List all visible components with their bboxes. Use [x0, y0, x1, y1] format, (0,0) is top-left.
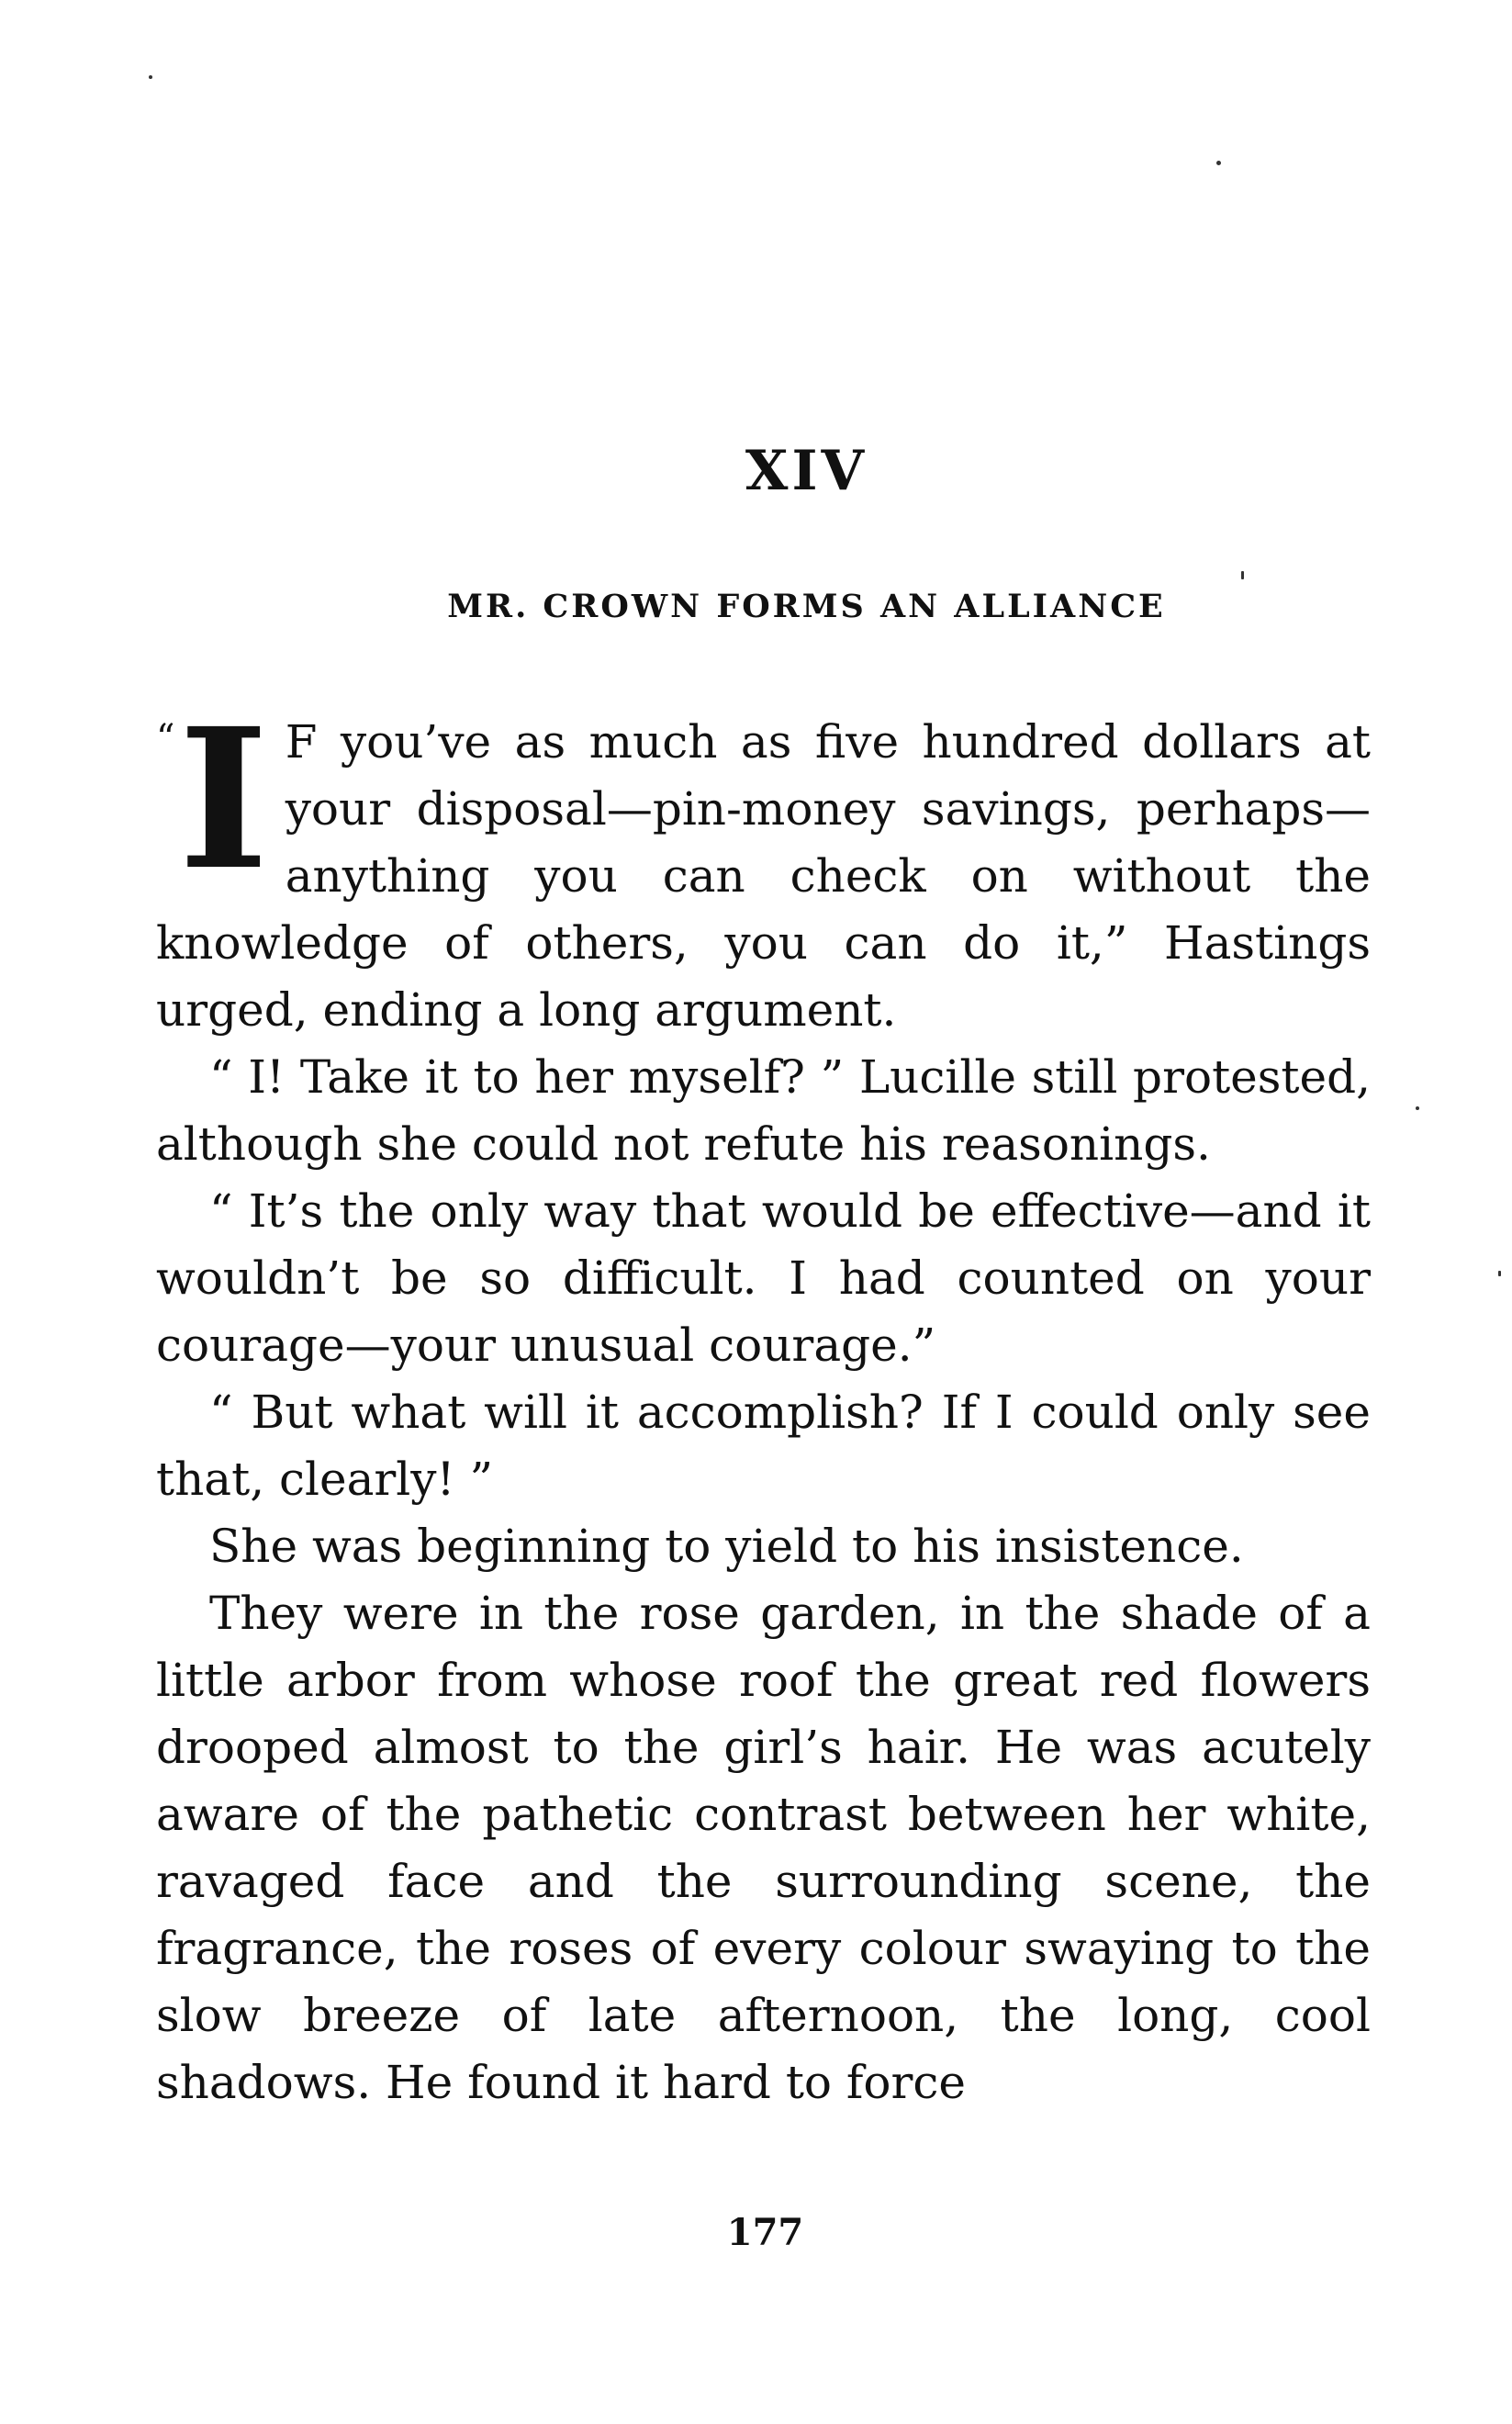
- page-number: 177: [726, 2211, 804, 2254]
- paragraph-1: [156, 686, 1371, 1044]
- scan-speck: [1216, 161, 1221, 165]
- paragraph-6: They were in the rose garden, in the shade of a little arbor from whose roof the great red flowers drooped almost to the girl’s hair. He was acutely aware of the pathetic contrast between her white, ravaged face and the surrounding scene, the fragrance, the roses of every colour swaying to the slow breeze of late afternoon, the long, cool shadows. He found it hard to force: [156, 1587, 1371, 2109]
- scan-speck: [1498, 1271, 1501, 1276]
- paragraph-5: She was beginning to yield to his insistence.: [209, 1520, 1244, 1573]
- scan-speck: [1416, 1106, 1419, 1110]
- opening-quote: “: [156, 717, 175, 759]
- paragraph-1-text: F you’ve as much as five hundred dollars at your disposal—pin-money savings, perhaps—anything you can check on without the knowledge of others, you can do it,” Hastings urged, ending a long argument.: [156, 715, 1371, 1037]
- drop-cap-group: [156, 686, 269, 913]
- paragraph-4: “ But what will it accomplish? If I could only see that, clearly! ”: [156, 1386, 1371, 1506]
- scan-speck: [1241, 571, 1244, 579]
- scan-speck: [149, 75, 152, 79]
- paragraph-3: “ It’s the only way that would be effective—and it wouldn’t be so difficult. I had counted on your courage—your unusual courage.”: [156, 1184, 1371, 1372]
- paragraph-2: “ I! Take it to her myself? ” Lucille still protested, although she could not refute his reasonings.: [156, 1050, 1371, 1171]
- chapter-number: XIV: [745, 439, 868, 503]
- body-text: [156, 686, 1371, 2116]
- chapter-title: MR. CROWN FORMS AN ALLIANCE: [447, 588, 1166, 625]
- drop-cap: I: [178, 686, 269, 913]
